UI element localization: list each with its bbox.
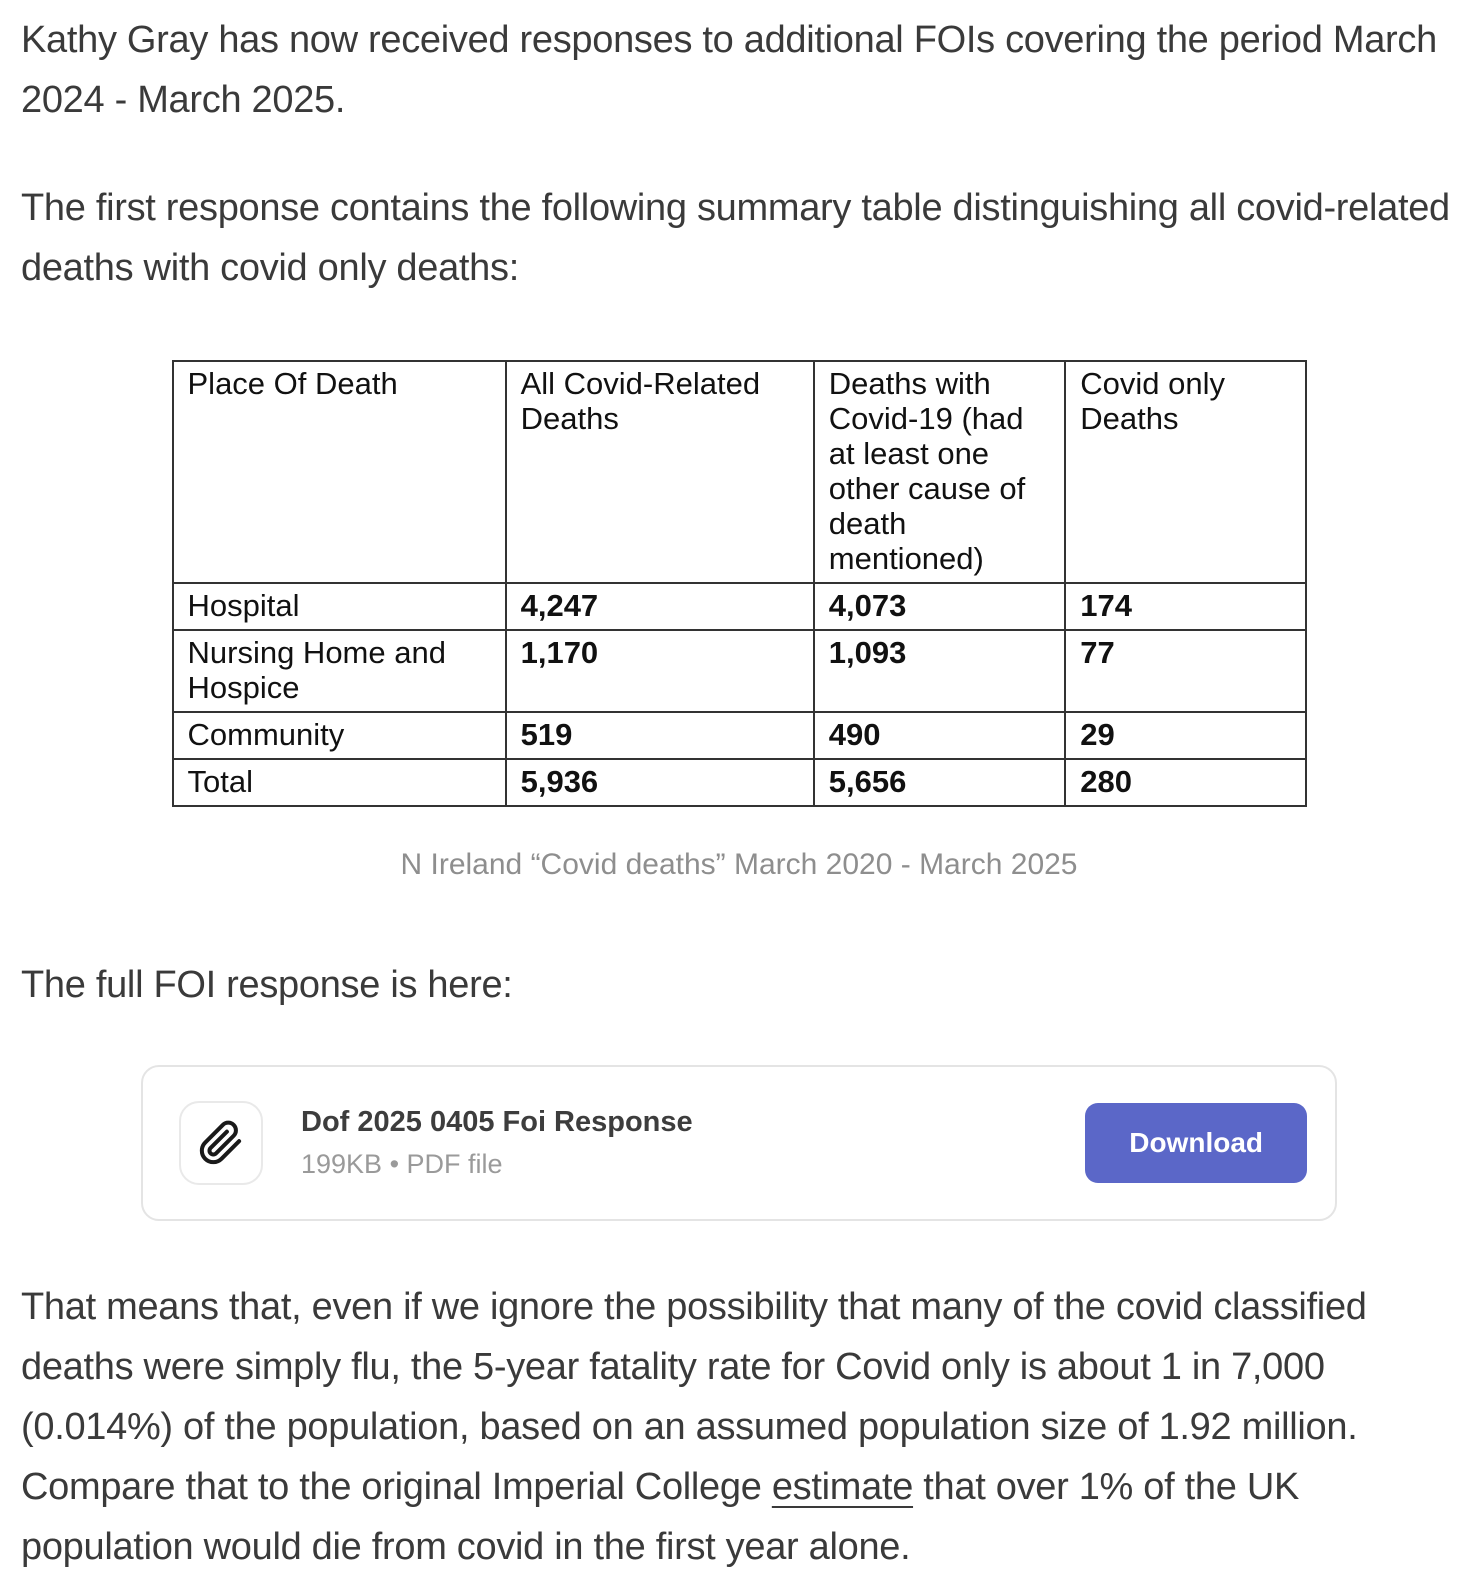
paragraph-intro: Kathy Gray has now received responses to additional FOIs covering the period March 2024 - March 2025. xyxy=(21,19,1437,121)
covid-deaths-figure xyxy=(21,360,1457,883)
estimate-link[interactable]: estimate xyxy=(771,1466,914,1509)
table-cell: 174 xyxy=(1065,583,1305,630)
header-all-covid-related: All Covid-Related Deaths xyxy=(506,361,814,583)
table-row-total xyxy=(173,759,1306,806)
header-place-of-death: Place Of Death xyxy=(173,361,506,583)
table-row-hospital xyxy=(173,583,1306,630)
table-cell: 490 xyxy=(814,712,1066,759)
row-label: Hospital xyxy=(173,583,506,630)
attachment-card[interactable] xyxy=(141,1065,1337,1221)
paragraph-foi-link-lead: The full FOI response is here: xyxy=(21,964,513,1007)
download-button[interactable]: Download xyxy=(1085,1103,1307,1183)
header-deaths-with-covid: Deaths with Covid-19 (had at least one other cause of death mentioned) xyxy=(814,361,1066,583)
table-cell: 1,170 xyxy=(506,630,814,712)
table-cell: 5,936 xyxy=(506,759,814,806)
table-cell: 4,073 xyxy=(814,583,1066,630)
conclusion-text-after: that over 1% of the UK population would die from covid in the first year alone. xyxy=(21,1466,1300,1569)
table-cell: 29 xyxy=(1065,712,1305,759)
row-label: Total xyxy=(173,759,506,806)
table-cell: 4,247 xyxy=(506,583,814,630)
paragraph-table-lead: The first response contains the following summary table distinguishing all covid-related deaths with covid only deaths: xyxy=(21,187,1450,289)
table-cell: 77 xyxy=(1065,630,1305,712)
paragraph-conclusion xyxy=(21,1277,1457,1577)
row-label: Nursing Home and Hospice xyxy=(173,630,506,712)
attachment-meta: 199KB • PDF file xyxy=(301,1149,503,1180)
table-cell: 5,656 xyxy=(814,759,1066,806)
attachment-title: Dof 2025 0405 Foi Response xyxy=(301,1106,693,1139)
covid-deaths-table xyxy=(172,360,1307,807)
table-cell: 280 xyxy=(1065,759,1305,806)
table-cell: 519 xyxy=(506,712,814,759)
table-row-community xyxy=(173,712,1306,759)
table-row-nursing-home xyxy=(173,630,1306,712)
paperclip-icon xyxy=(198,1120,244,1166)
table-cell: 1,093 xyxy=(814,630,1066,712)
table-caption: N Ireland “Covid deaths” March 2020 - March 2025 xyxy=(400,848,1078,882)
table-header-row xyxy=(173,361,1306,583)
attachment-texts xyxy=(301,1106,1085,1180)
header-covid-only: Covid only Deaths xyxy=(1065,361,1305,583)
conclusion-text-before: That means that, even if we ignore the possibility that many of the covid classified deaths were simply flu, the 5-year fatality rate for Covid only is about 1 in 7,000 (0.014%) of the population, based on an assumed population size of 1.92 million. Compare that to the original Imperial College xyxy=(21,1286,1367,1509)
row-label: Community xyxy=(173,712,506,759)
attachment-icon-box xyxy=(179,1101,263,1185)
